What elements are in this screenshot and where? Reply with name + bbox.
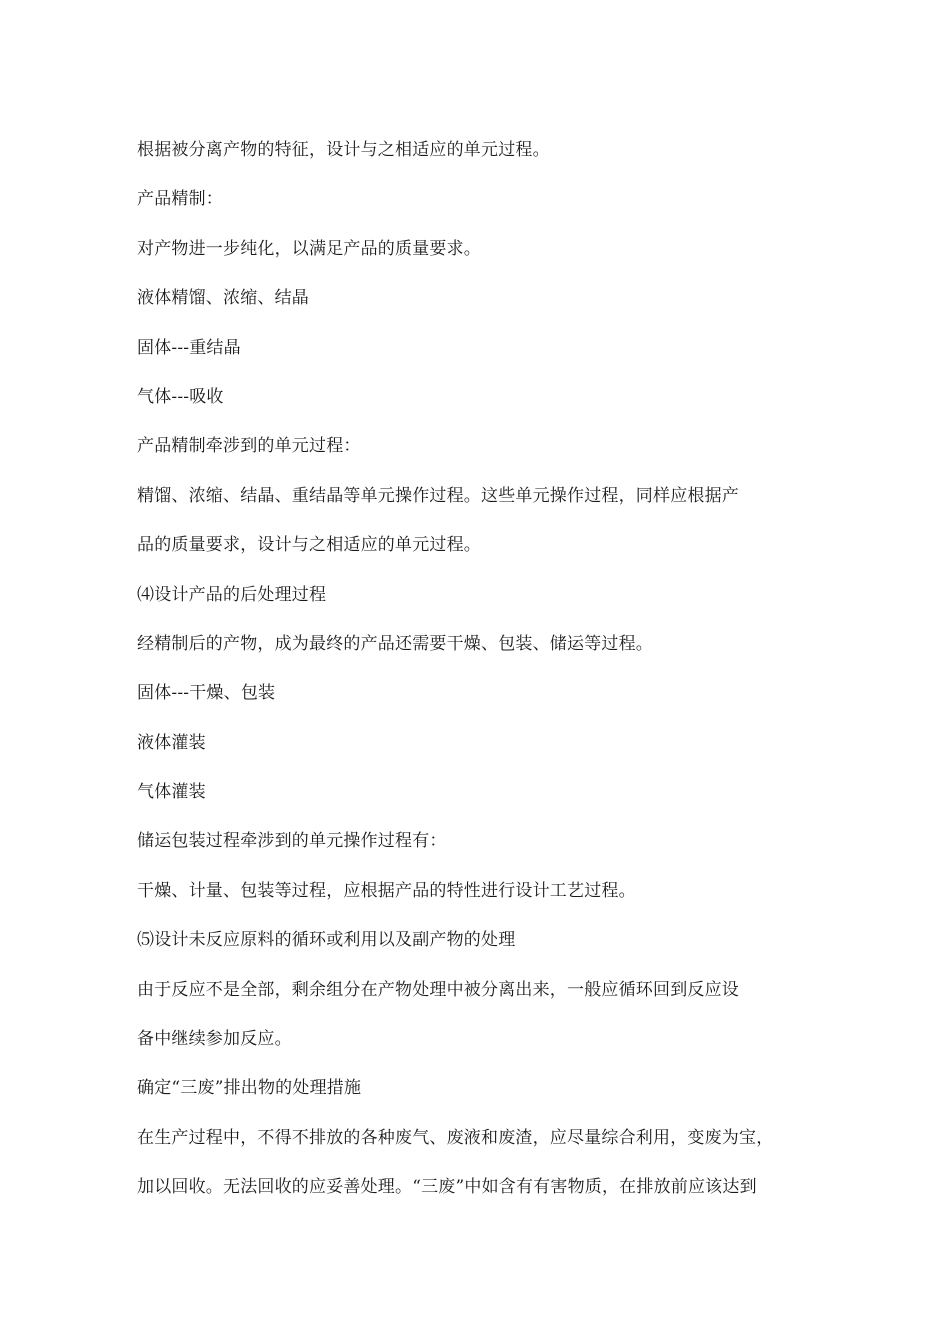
text-line: 固体---干燥、包装 bbox=[137, 683, 276, 704]
text-line: 固体---重结晶 bbox=[137, 337, 241, 358]
text-line: 根据被分离产物的特征，设计与之相适应的单元过程。 bbox=[137, 140, 550, 160]
section-heading: 产品精制牵涉到的单元过程： bbox=[137, 436, 361, 457]
text-line: 对产物进一步纯化，以满足产品的质量要求。 bbox=[137, 238, 481, 259]
text-line: 气体---吸收 bbox=[137, 386, 224, 407]
text-line: 液体灌装 bbox=[137, 732, 206, 753]
section-heading: ⑸设计未反应原料的循环或利用以及副产物的处理 bbox=[137, 930, 516, 951]
text-line: 在生产过程中，不得不排放的各种废气、废液和废渣，应尽量综合利用，变废为宝， bbox=[137, 1127, 774, 1148]
text-line: 液体精馏、浓缩、结晶 bbox=[137, 288, 309, 309]
section-heading: 产品精制： bbox=[137, 189, 223, 210]
text-line: 品的质量要求，设计与之相适应的单元过程。 bbox=[137, 535, 481, 556]
section-heading: ⑷设计产品的后处理过程 bbox=[137, 584, 327, 605]
text-line: 干燥、计量、包装等过程，应根据产品的特性进行设计工艺过程。 bbox=[137, 880, 636, 901]
text-line: 加以回收。无法回收的应妥善处理。“三废”中如含有有害物质，在排放前应该达到 bbox=[137, 1177, 757, 1198]
document-body bbox=[137, 138, 827, 1225]
text-line: 经精制后的产物，成为最终的产品还需要干燥、包装、储运等过程。 bbox=[137, 633, 653, 654]
text-line: 备中继续参加反应。 bbox=[137, 1029, 292, 1050]
section-heading: 确定“三废”排出物的处理措施 bbox=[137, 1078, 362, 1099]
text-line: 由于反应不是全部，剩余组分在产物处理中被分离出来，一般应循环回到反应设 bbox=[137, 979, 739, 1000]
text-line: 气体灌装 bbox=[137, 782, 206, 803]
text-line: 精馏、浓缩、结晶、重结晶等单元操作过程。这些单元操作过程，同样应根据产 bbox=[137, 485, 739, 506]
section-heading: 储运包装过程牵涉到的单元操作过程有： bbox=[137, 831, 447, 852]
